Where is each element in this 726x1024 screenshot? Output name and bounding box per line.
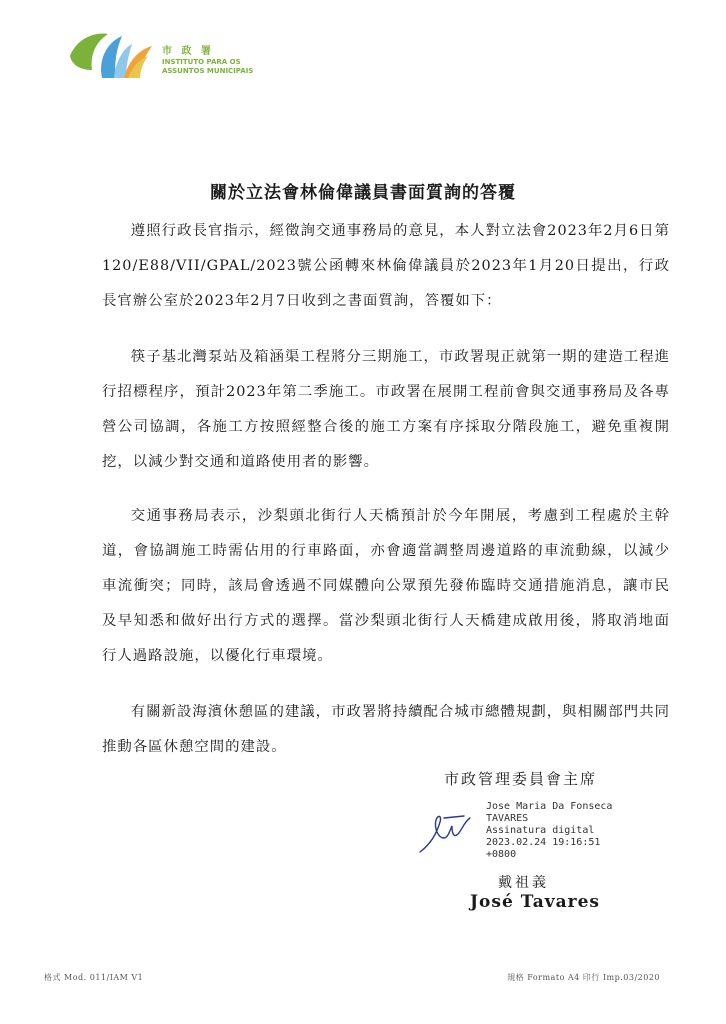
footer-print-spec: 規格 Formato A4 印行 Imp.03/2020 xyxy=(507,973,660,982)
digital-signature-line: 2023.02.24 19:16:51 xyxy=(486,837,601,848)
digital-signature-line: TAVARES xyxy=(486,813,529,824)
document-title: 關於立法會林倫偉議員書面質詢的答覆 xyxy=(210,183,516,203)
signatory-name-cn: 戴祖義 xyxy=(498,875,549,891)
paragraph-4: 有關新設海濱休憩區的建議，市政署將持續配合城市總體規劃，與相關部門共同推動各區休憩空間的建設。 xyxy=(102,704,670,755)
digital-signature-line: +0800 xyxy=(486,849,517,860)
iam-logo-icon xyxy=(68,28,158,84)
signatory-name-pt: José Tavares xyxy=(470,892,600,912)
paragraph-3: 交通事務局表示，沙梨頭北街行人天橋預計於今年開展，考慮到工程處於主幹道，會協調施工時需佔用的行車路面，亦會適當調整周邊道路的車流動線，以減少車流衝突；同時，該局會透過不同媒體向公眾預先發佈臨時交通措施消息，讓市民及早知悉和做好出行方式的選擇。當沙梨頭北街行人天橋建成啟用後，將取消地面行人過路設施，以優化行車環境。 xyxy=(102,508,670,664)
digital-signature-block xyxy=(486,801,666,861)
logo-name-cn: 市 政 署 xyxy=(162,46,214,57)
iam-logo xyxy=(68,24,258,90)
handwritten-signature xyxy=(414,808,474,858)
paragraph-2: 筷子基北灣泵站及箱涵渠工程將分三期施工，市政署現正就第一期的建造工程進行招標程序，預計2023年第二季施工。市政署在展開工程前會與交通事務局及各專營公司協調，各施工方按照經整合後的施工方案有序採取分階段施工，避免重複開挖，以減少對交通和道路使用者的影響。 xyxy=(102,349,670,470)
digital-signature-line: Assinatura digital xyxy=(486,825,595,836)
signatory-position: 市政管理委員會主席 xyxy=(444,770,598,788)
digital-signature-line: Jose Maria Da Fonseca xyxy=(486,801,613,812)
logo-name-pt-line2: ASSUNTOS MUNICIPAIS xyxy=(162,67,254,75)
logo-name-pt-line1: INSTITUTO PARA OS xyxy=(162,58,241,66)
footer-form-code: 格式 Mod. 011/IAM V1 xyxy=(44,973,144,982)
paragraph-1: 遵照行政長官指示，經徵詢交通事務局的意見，本人對立法會2023年2月6日第120/E88/VII/GPAL/2023號公函轉來林倫偉議員於2023年1月20日提出，行政長官辦公室於2023年2月7日收到之書面質詢，答覆如下： xyxy=(102,223,670,309)
